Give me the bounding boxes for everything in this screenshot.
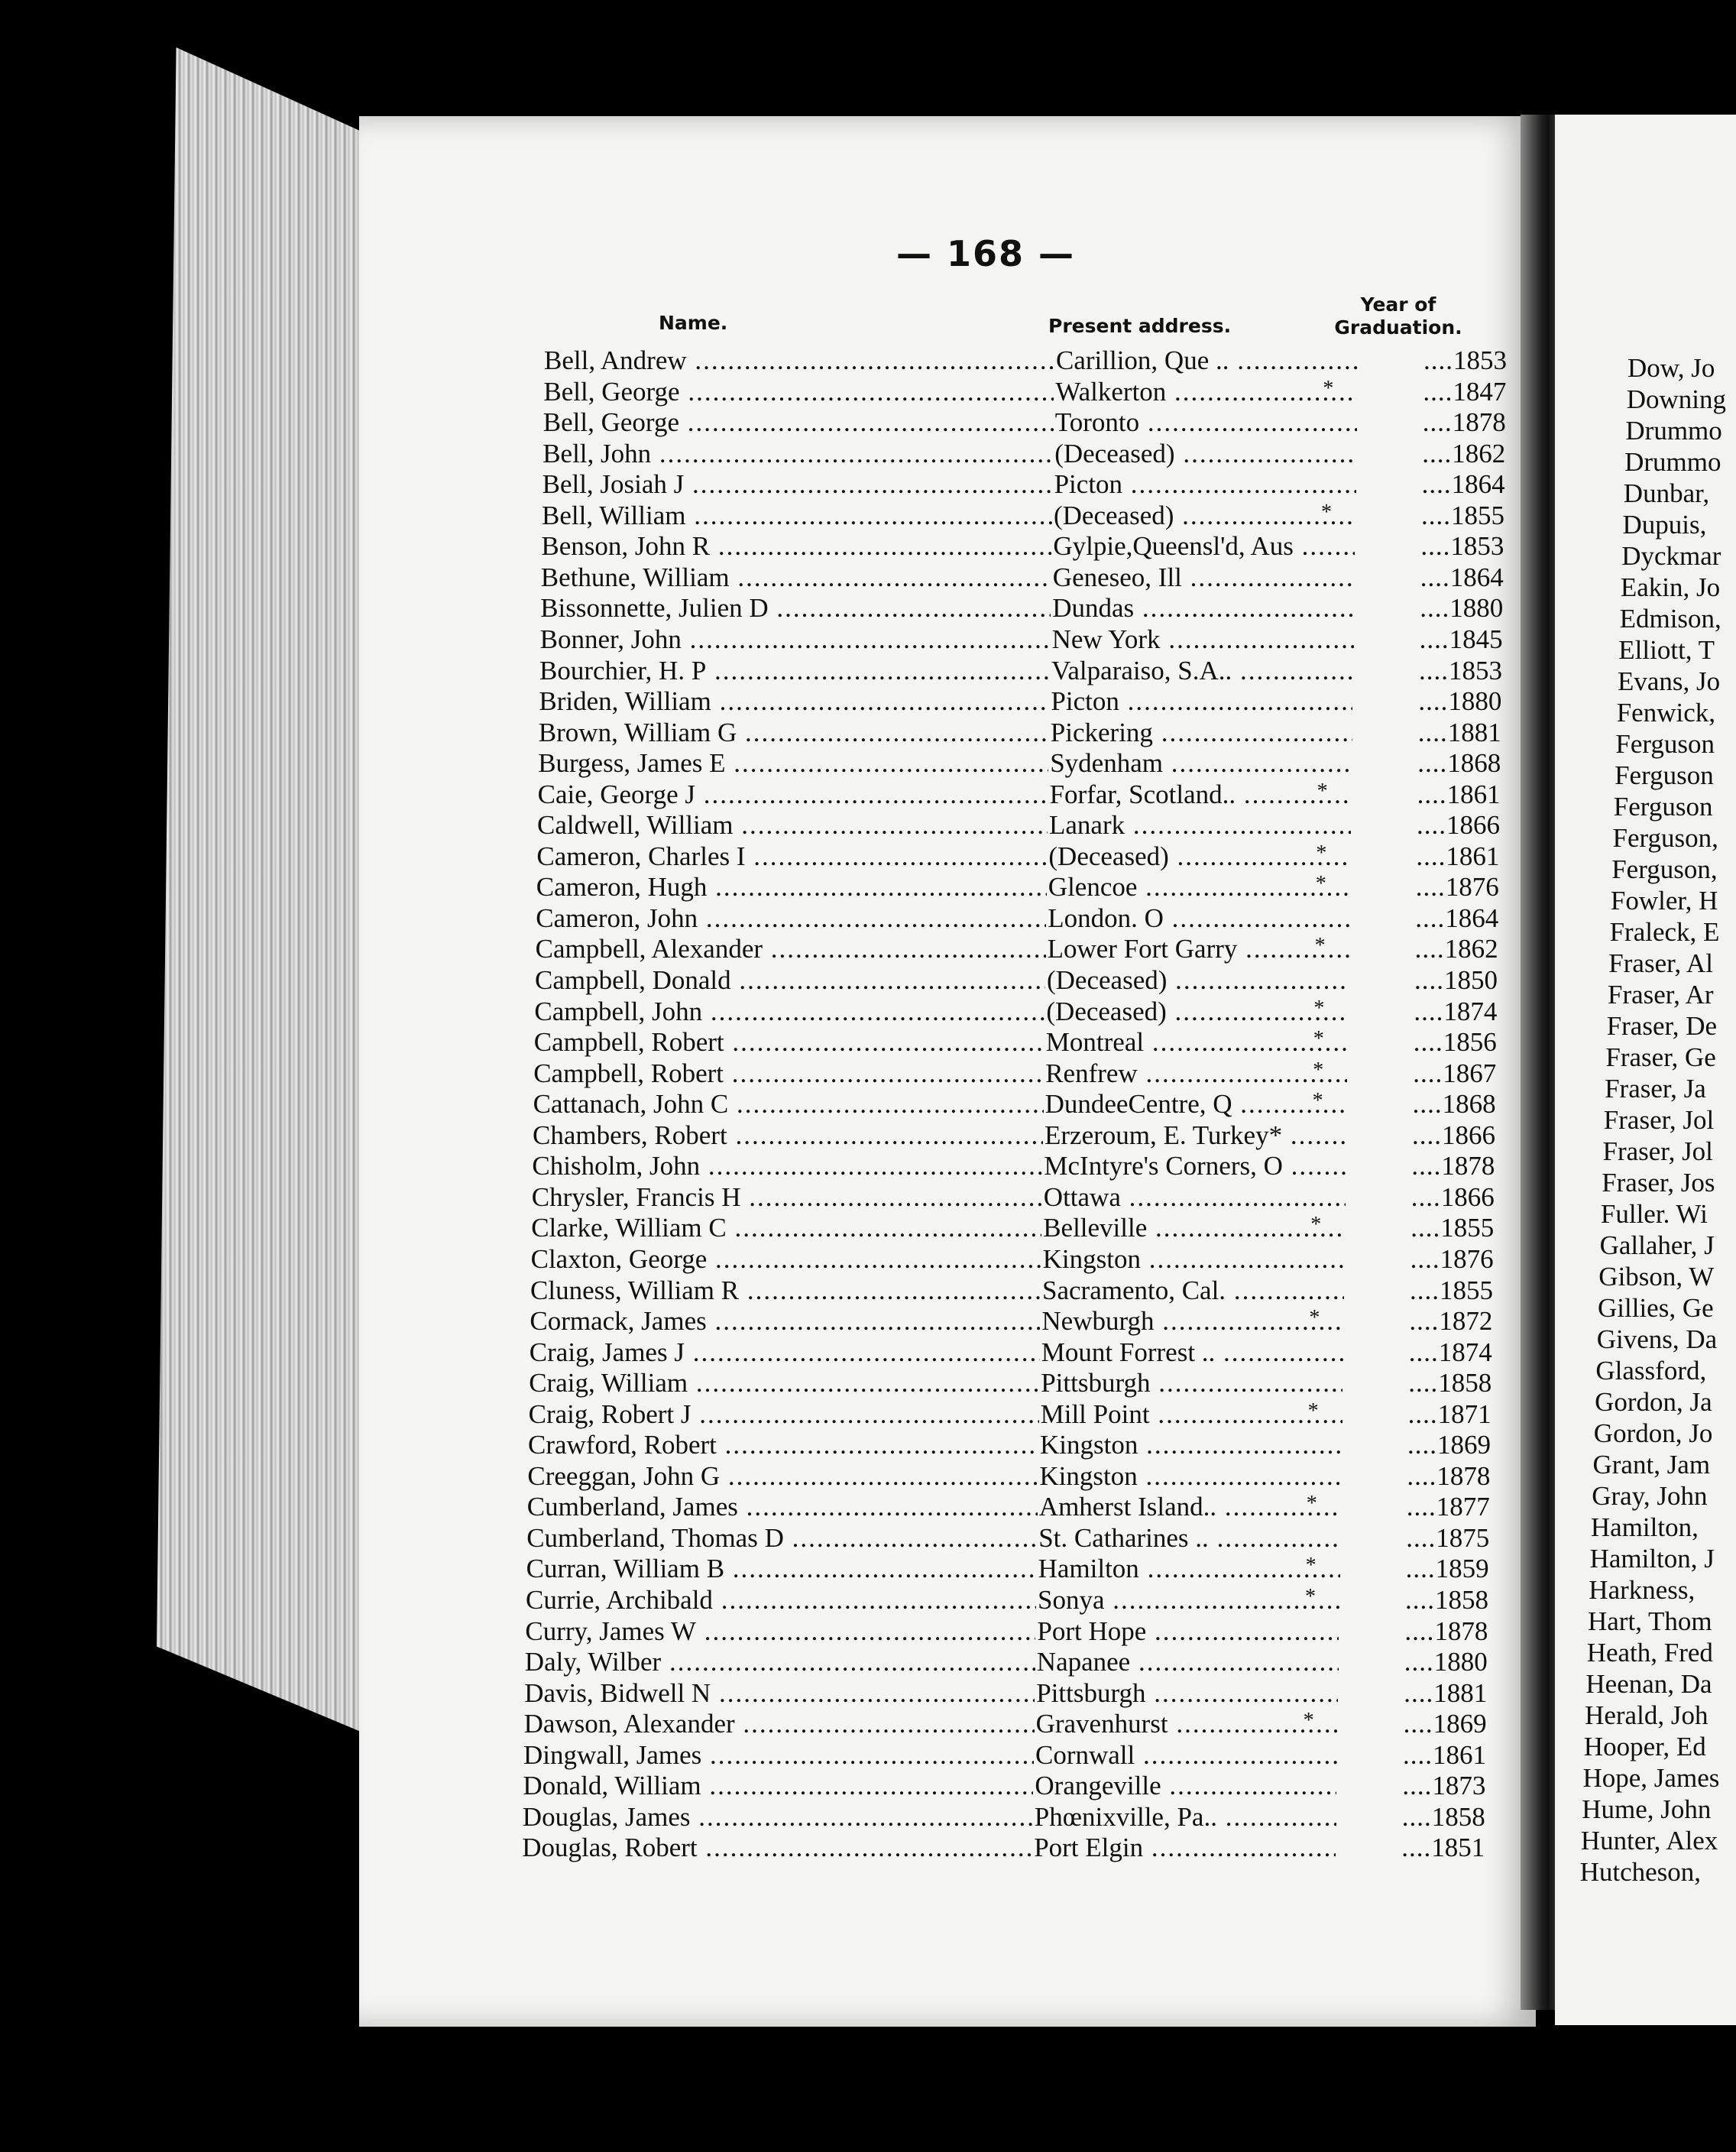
graduation-year: .... 1866 — [1349, 1182, 1495, 1213]
column-header-address: Present address. — [1048, 315, 1232, 337]
present-address: Pittsburgh ..... — [1036, 1678, 1338, 1709]
graduate-name: Creeggan, John G ..... — [527, 1461, 1038, 1492]
graduate-name: Curry, James W ..... — [525, 1616, 1035, 1647]
facing-page-list-item: Fraser, Ja — [1605, 1074, 1706, 1104]
present-address: New York ..... — [1052, 624, 1354, 655]
graduation-year: .... 1866 — [1355, 810, 1500, 841]
entry-mark: * — [1321, 500, 1332, 524]
entry-mark: * — [1323, 376, 1334, 400]
graduate-name: Craig, James J ..... — [530, 1337, 1040, 1368]
facing-page-list-item: Fuller. Wi — [1600, 1199, 1708, 1229]
graduate-name: Cameron, Charles I ..... — [536, 841, 1047, 872]
graduation-year: .... 1871 — [1346, 1399, 1491, 1430]
facing-page-list-item: Givens, Da — [1596, 1324, 1718, 1354]
graduation-year: .... 1881 — [1342, 1678, 1487, 1709]
present-address: (Deceased) ..... — [1046, 997, 1348, 1027]
graduation-year: .... 1864 — [1353, 903, 1498, 934]
graduation-year: .... 1861 — [1354, 841, 1499, 872]
graduation-year: .... 1878 — [1342, 1616, 1488, 1647]
graduation-year: .... 1880 — [1358, 593, 1503, 624]
graduation-year: .... 1862 — [1360, 439, 1505, 469]
list-item — [534, 997, 1497, 1027]
list-item — [543, 377, 1506, 407]
list-item — [529, 1399, 1491, 1430]
graduation-year: .... 1859 — [1344, 1554, 1489, 1584]
graduation-year: .... 1872 — [1347, 1306, 1492, 1337]
present-address: Lower Fort Garry ..... — [1048, 934, 1349, 964]
graduation-year: .... 1858 — [1343, 1585, 1488, 1616]
facing-page-list-item: Ferguson — [1615, 729, 1715, 759]
graduation-year: .... 1864 — [1360, 469, 1505, 500]
graduate-name: Crawford, Robert ..... — [528, 1430, 1038, 1460]
graduation-year: .... 1855 — [1359, 501, 1504, 531]
graduate-name: Campbell, Donald ..... — [535, 965, 1045, 996]
present-address: Renfrew ..... — [1045, 1058, 1347, 1089]
facing-page-list-item: Ferguson, — [1611, 854, 1718, 884]
entry-mark: * — [1313, 1058, 1324, 1082]
graduation-year: .... 1875 — [1344, 1523, 1489, 1554]
list-item — [530, 1275, 1493, 1306]
present-address: Kingston ..... — [1039, 1461, 1341, 1492]
graduate-name: Caie, George J ..... — [538, 779, 1048, 810]
facing-page-list-item: Fraser, Jol — [1602, 1136, 1713, 1166]
list-item — [523, 1802, 1485, 1833]
list-item — [533, 1120, 1495, 1151]
present-address: Montreal ..... — [1046, 1027, 1348, 1058]
graduation-year: .... 1862 — [1353, 934, 1498, 964]
graduation-year: .... 1878 — [1345, 1461, 1490, 1492]
graduation-year: .... 1853 — [1362, 345, 1507, 376]
graduate-name: Douglas, James ..... — [523, 1802, 1033, 1833]
graduation-year: .... 1866 — [1350, 1120, 1495, 1151]
list-item — [527, 1492, 1490, 1522]
present-address: Forfar, Scotland.. ..... — [1050, 779, 1352, 810]
graduation-year: .... 1874 — [1347, 1337, 1492, 1368]
facing-page-list-item: Fraser, De — [1606, 1011, 1718, 1041]
facing-page-list-item: Fraser, Jos — [1602, 1168, 1715, 1198]
facing-page-list-item: Ferguson — [1613, 792, 1713, 822]
list-item — [524, 1678, 1487, 1709]
present-address: Belleville ..... — [1043, 1213, 1345, 1243]
entry-mark: * — [1305, 1585, 1316, 1609]
facing-page-list-item: Elliott, T — [1618, 635, 1715, 665]
facing-page-list-item: Glassford, — [1595, 1356, 1707, 1386]
entry-mark: * — [1306, 1492, 1317, 1516]
graduate-name: Douglas, Robert ..... — [522, 1833, 1032, 1863]
graduate-name: Campbell, Alexander ..... — [536, 934, 1046, 964]
graduation-year: .... 1858 — [1346, 1368, 1491, 1398]
graduation-year: .... 1861 — [1341, 1740, 1486, 1771]
graduate-name: Bissonnette, Julien D ..... — [540, 593, 1051, 624]
list-item — [526, 1585, 1488, 1616]
graduation-year: .... 1845 — [1358, 624, 1503, 655]
present-address: Pickering ..... — [1051, 718, 1352, 748]
present-address: Mount Forrest .. ..... — [1041, 1337, 1343, 1368]
graduate-name: Cumberland, Thomas D ..... — [526, 1523, 1037, 1554]
facing-page-list-item: Fraser, Al — [1608, 948, 1713, 978]
graduation-year: .... 1868 — [1351, 1089, 1496, 1120]
entry-mark: * — [1313, 996, 1325, 1020]
facing-page-list-item: Ferguson — [1615, 760, 1714, 790]
list-item — [543, 407, 1506, 438]
graduation-year: .... 1876 — [1354, 872, 1499, 903]
graduation-year: .... 1855 — [1348, 1275, 1493, 1306]
graduate-name: Chrysler, Francis H ..... — [532, 1182, 1042, 1213]
column-header-name: Name. — [659, 312, 728, 334]
list-item — [542, 501, 1504, 531]
present-address: Lanark ..... — [1049, 810, 1351, 841]
facing-page-list-item: Hamilton, J — [1589, 1544, 1715, 1573]
graduate-name: Cattanach, John C ..... — [533, 1089, 1044, 1120]
facing-page-list-item: Herald, Joh — [1585, 1700, 1708, 1730]
graduate-name: Daly, Wilber ..... — [525, 1647, 1035, 1677]
facing-page-list-item: Fowler, H — [1610, 886, 1718, 916]
graduation-year: .... 1874 — [1352, 997, 1497, 1027]
present-address: (Deceased) ..... — [1054, 501, 1355, 531]
facing-page-list-item: Hope, James — [1582, 1763, 1720, 1793]
facing-page-list-item: Fraser, Ge — [1605, 1042, 1716, 1072]
present-address: (Deceased) ..... — [1047, 965, 1349, 996]
present-address: Erzeroum, E. Turkey* ..... — [1045, 1120, 1346, 1151]
graduation-year: .... 1853 — [1359, 531, 1504, 562]
list-item — [539, 686, 1501, 717]
list-item — [540, 624, 1503, 655]
graduate-name: Chisholm, John ..... — [532, 1151, 1042, 1181]
graduation-year: .... 1847 — [1361, 377, 1506, 407]
facing-page-list-item: Hart, Thom — [1588, 1606, 1712, 1636]
graduation-year: .... 1850 — [1352, 965, 1498, 996]
graduate-name: Bell, Andrew ..... — [544, 345, 1054, 376]
graduate-name: Campbell, Robert ..... — [533, 1058, 1044, 1089]
facing-page-list-item: Hamilton, — [1590, 1512, 1699, 1542]
page-number: — 168 — — [896, 233, 1076, 274]
graduate-name: Burgess, James E ..... — [538, 748, 1048, 779]
graduate-name: Dawson, Alexander ..... — [524, 1709, 1035, 1739]
present-address: (Deceased) ..... — [1054, 439, 1356, 469]
facing-page-list-item: Ferguson, — [1612, 823, 1718, 853]
present-address: Port Elgin ..... — [1034, 1833, 1336, 1863]
graduate-name: Craig, William ..... — [529, 1368, 1039, 1398]
present-address: Dundas ..... — [1052, 593, 1354, 624]
facing-page-list-item: Fraleck, E — [1609, 917, 1720, 947]
graduate-name: Caldwell, William ..... — [537, 810, 1048, 841]
present-address: Amherst Island.. ..... — [1039, 1492, 1341, 1522]
graduate-name: Claxton, George ..... — [531, 1244, 1041, 1275]
graduate-name: Currie, Archibald ..... — [526, 1585, 1036, 1616]
present-address: St. Catharines .. ..... — [1038, 1523, 1340, 1554]
graduate-name: Cumberland, James ..... — [527, 1492, 1038, 1522]
list-item — [541, 562, 1504, 593]
facing-page-list-item: Heenan, Da — [1585, 1669, 1712, 1699]
entry-mark: * — [1317, 779, 1328, 803]
list-item — [525, 1616, 1488, 1647]
graduation-year: .... 1855 — [1349, 1213, 1494, 1243]
entry-mark: * — [1312, 1089, 1323, 1113]
list-item — [530, 1306, 1492, 1337]
graduation-year: .... 1873 — [1340, 1771, 1485, 1801]
list-item — [537, 810, 1500, 841]
list-item — [533, 1058, 1496, 1089]
graduation-year: .... 1869 — [1342, 1709, 1487, 1739]
facing-page-list-item: Gordon, Ja — [1595, 1387, 1712, 1417]
present-address: Sydenham ..... — [1050, 748, 1352, 779]
facing-page-list-item: Gibson, W — [1598, 1262, 1715, 1292]
present-address: Sacramento, Cal. ..... — [1042, 1275, 1344, 1306]
present-address: Toronto ..... — [1055, 407, 1357, 438]
graduate-name: Bethune, William ..... — [541, 562, 1051, 593]
facing-page-list-item: Dunbar, — [1623, 478, 1710, 508]
list-item — [531, 1244, 1494, 1275]
facing-page-list-item: Dyckmar — [1621, 541, 1721, 571]
graduate-name: Campbell, John ..... — [534, 997, 1045, 1027]
graduation-year: .... 1877 — [1345, 1492, 1490, 1522]
graduation-year: .... 1867 — [1351, 1058, 1496, 1089]
facing-page-list-item: Fenwick, — [1616, 698, 1715, 728]
facing-page-list-item: Dow, Jo — [1628, 353, 1715, 383]
list-item — [533, 1089, 1496, 1120]
list-item — [532, 1151, 1495, 1181]
facing-page-list-item: Fraser, Ar — [1608, 980, 1714, 1010]
facing-page-list-item: Hutcheson, — [1579, 1857, 1702, 1887]
facing-page-list-item: Downing — [1626, 384, 1726, 414]
list-item — [529, 1368, 1491, 1398]
present-address: London. O ..... — [1048, 903, 1349, 934]
graduation-year: .... 1853 — [1357, 656, 1502, 686]
graduate-name: Benson, John R ..... — [541, 531, 1051, 562]
graduate-name: Dingwall, James ..... — [523, 1740, 1034, 1771]
present-address: Hamilton ..... — [1038, 1554, 1340, 1584]
graduate-name: Craig, Robert J ..... — [529, 1399, 1039, 1430]
facing-page-list-item: Gallaher, J — [1599, 1230, 1715, 1260]
facing-page-list-item: Gray, John — [1592, 1481, 1708, 1511]
list-item — [523, 1740, 1486, 1771]
graduation-year: .... 1861 — [1355, 779, 1501, 810]
column-header-year-line2: Graduation. — [1334, 316, 1462, 339]
graduation-year: .... 1858 — [1340, 1802, 1485, 1833]
facing-page-list-item: Edmison, — [1619, 604, 1721, 634]
list-item — [538, 779, 1501, 810]
graduation-year: .... 1856 — [1352, 1027, 1497, 1058]
present-address: Gravenhurst ..... — [1036, 1709, 1338, 1739]
present-address: Ottawa ..... — [1044, 1182, 1346, 1213]
graduation-year: .... 1878 — [1349, 1151, 1495, 1181]
entry-mark: * — [1310, 1213, 1322, 1237]
present-address: Port Hope ..... — [1037, 1616, 1339, 1647]
graduate-name: Bell, George ..... — [543, 407, 1054, 438]
graduate-name: Bell, Josiah J ..... — [542, 469, 1053, 500]
present-address: Newburgh ..... — [1041, 1306, 1343, 1337]
list-item — [539, 656, 1502, 686]
list-item — [531, 1213, 1494, 1243]
column-header-year-line1: Year of — [1360, 293, 1436, 316]
graduation-year: .... 1869 — [1346, 1430, 1491, 1460]
entry-mark: * — [1309, 1306, 1320, 1330]
graduate-name: Bell, William ..... — [542, 501, 1052, 531]
facing-page-list-item: Harkness, — [1589, 1575, 1696, 1605]
present-address: Napanee ..... — [1037, 1647, 1339, 1677]
graduate-name: Clarke, William C ..... — [531, 1213, 1041, 1243]
entry-mark: * — [1314, 934, 1326, 958]
facing-page-list-item: Hooper, Ed — [1583, 1732, 1706, 1761]
graduate-name: Chambers, Robert ..... — [533, 1120, 1043, 1151]
list-item — [541, 531, 1504, 562]
list-item — [540, 593, 1503, 624]
list-item — [542, 469, 1505, 500]
graduate-name: Brown, William G ..... — [539, 718, 1049, 748]
entry-mark: * — [1315, 872, 1326, 896]
present-address: Kingston ..... — [1040, 1430, 1342, 1460]
facing-page-list-item: Heath, Fred — [1586, 1638, 1713, 1667]
list-item — [539, 718, 1501, 748]
entry-mark: * — [1313, 1027, 1324, 1052]
graduation-year: .... 1880 — [1342, 1647, 1488, 1677]
facing-page-list-item: Gillies, Ge — [1598, 1293, 1714, 1323]
graduation-year: .... 1880 — [1356, 686, 1501, 717]
facing-page-list-item: Drummo — [1624, 447, 1721, 477]
list-item — [525, 1647, 1488, 1677]
graduation-year: .... 1876 — [1349, 1244, 1494, 1275]
graduate-name: Curran, William B ..... — [526, 1554, 1037, 1584]
facing-page-list-item: Hunter, Alex — [1580, 1826, 1718, 1855]
entry-mark: * — [1316, 841, 1327, 865]
facing-page-list-item: Fraser, Jol — [1603, 1105, 1715, 1135]
list-item — [530, 1337, 1492, 1368]
facing-page-list-item: Dupuis, — [1622, 510, 1707, 540]
entry-mark: * — [1305, 1554, 1317, 1578]
facing-page-clip — [1555, 115, 1736, 2025]
present-address: Kingston ..... — [1043, 1244, 1345, 1275]
list-item — [523, 1771, 1485, 1801]
present-address: McIntyre's Corners, O ..... — [1044, 1151, 1346, 1181]
graduation-year: .... 1851 — [1339, 1833, 1485, 1863]
list-item — [534, 1027, 1497, 1058]
facing-page-list-item: Hume, John — [1582, 1794, 1712, 1824]
graduate-name: Bonner, John ..... — [540, 624, 1051, 655]
graduation-year: .... 1864 — [1359, 562, 1504, 593]
graduate-name: Cameron, Hugh ..... — [536, 872, 1047, 903]
present-address: Sonya ..... — [1038, 1585, 1339, 1616]
list-item — [544, 345, 1507, 376]
present-address: (Deceased) ..... — [1048, 841, 1350, 872]
list-item — [532, 1182, 1495, 1213]
present-address: Pittsburgh ..... — [1041, 1368, 1342, 1398]
present-address: Valparaiso, S.A.. ..... — [1051, 656, 1353, 686]
present-address: Mill Point ..... — [1041, 1399, 1342, 1430]
list-item — [524, 1709, 1487, 1739]
graduate-name: Bell, John ..... — [542, 439, 1053, 469]
list-item — [528, 1430, 1491, 1460]
graduate-name: Bell, George ..... — [543, 377, 1054, 407]
graduate-name: Campbell, Robert ..... — [534, 1027, 1045, 1058]
graduate-name: Cameron, John ..... — [536, 903, 1046, 934]
graduate-name: Bourchier, H. P ..... — [539, 656, 1050, 686]
list-item — [527, 1461, 1490, 1492]
present-address: Walkerton ..... — [1055, 377, 1357, 407]
present-address: Gylpie,Queensl'd, Aus ..... — [1053, 531, 1355, 562]
facing-page-list-item: Gordon, Jo — [1593, 1418, 1713, 1448]
facing-page-list-item: Eakin, Jo — [1620, 572, 1721, 602]
list-item — [526, 1523, 1489, 1554]
graduation-year: .... 1881 — [1356, 718, 1501, 748]
present-address: DundeeCentre, Q ..... — [1045, 1089, 1347, 1120]
facing-page-list-item: Grant, Jam — [1592, 1450, 1711, 1480]
entry-mark: * — [1303, 1709, 1314, 1733]
list-item — [522, 1833, 1485, 1863]
graduate-name: Briden, William ..... — [539, 686, 1049, 717]
graduation-year: .... 1878 — [1361, 407, 1506, 438]
list-item — [536, 872, 1499, 903]
list-item — [536, 934, 1498, 964]
graduate-name: Davis, Bidwell N ..... — [524, 1678, 1035, 1709]
present-address: Carillion, Que .. ..... — [1056, 345, 1358, 376]
list-item — [535, 965, 1498, 996]
present-address: Orangeville ..... — [1035, 1771, 1336, 1801]
list-item — [536, 841, 1499, 872]
present-address: Cornwall ..... — [1035, 1740, 1337, 1771]
present-address: Picton ..... — [1054, 469, 1356, 500]
present-address: Glencoe ..... — [1048, 872, 1350, 903]
graduate-name: Donald, William ..... — [523, 1771, 1033, 1801]
list-item — [526, 1554, 1489, 1584]
list-item — [536, 903, 1498, 934]
present-address: Picton ..... — [1051, 686, 1352, 717]
column-header-year — [1322, 293, 1475, 339]
graduation-year: .... 1868 — [1355, 748, 1501, 779]
facing-page-list-item: Drummo — [1625, 416, 1722, 446]
facing-page-list-item: Evans, Jo — [1618, 666, 1721, 696]
graduate-name: Cormack, James ..... — [530, 1306, 1040, 1337]
list-item — [538, 748, 1501, 779]
list-item — [542, 439, 1505, 469]
entry-mark: * — [1307, 1398, 1319, 1423]
present-address: Geneseo, Ill ..... — [1053, 562, 1355, 593]
graduate-name: Cluness, William R ..... — [530, 1275, 1041, 1306]
present-address: Phœnixville, Pa.. ..... — [1035, 1802, 1336, 1833]
